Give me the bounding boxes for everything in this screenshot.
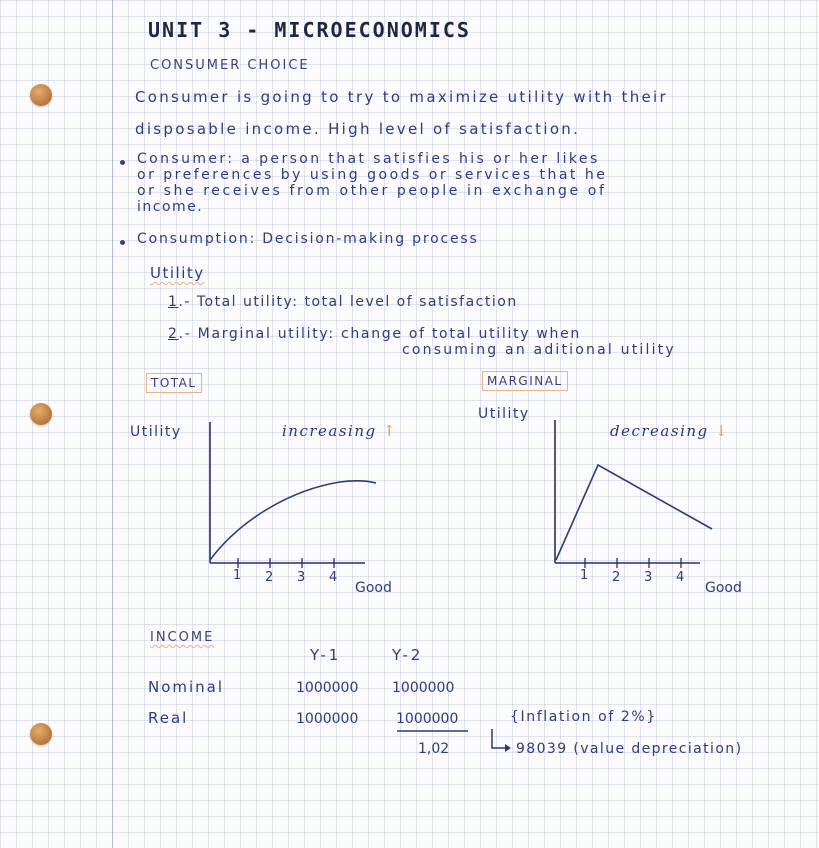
income-col-y1: Y-1 [310, 646, 342, 664]
marginal-y-label: Utility [478, 406, 530, 422]
page-title: UNIT 3 - MICROECONOMICS [148, 18, 471, 42]
consumer-def-line-2: or preferences by using goods or services that he [137, 167, 608, 183]
intro-line-1: Consumer is going to try to maximize utility with their [135, 88, 668, 106]
total-tick-2: 2 [265, 570, 275, 585]
intro-line-2: disposable income. High level of satisfaction. [135, 120, 581, 138]
marginal-utility-graph [555, 420, 712, 568]
total-box-label: TOTAL [146, 373, 202, 393]
real-divisor: 1,02 [418, 741, 450, 757]
total-utility-curve [210, 481, 376, 560]
income-col-y2: Y-2 [392, 646, 424, 664]
real-result: 98039 (value depreciation) [516, 741, 743, 757]
item-text: .- Total utility: total level of satisfaction [178, 294, 518, 310]
trend-text: decreasing [610, 422, 709, 440]
marginal-utility-curve [556, 465, 712, 560]
income-heading: INCOME [150, 630, 215, 645]
trend-text: increasing [282, 422, 377, 440]
consumer-def-line-1: Consumer: a person that satisfies his or her likes [137, 151, 600, 167]
marginal-tick-2: 2 [612, 570, 622, 585]
marginal-box-label: MARGINAL [482, 371, 568, 391]
marginal-tick-1: 1 [580, 568, 590, 583]
section-heading: CONSUMER CHOICE [150, 58, 310, 73]
utility-heading: Utility [150, 264, 205, 282]
item-number: 1 [168, 294, 179, 310]
inflation-note: {Inflation of 2%} [510, 709, 657, 725]
utility-item-2-cont: consuming an aditional utility [402, 342, 676, 358]
consumer-def-line-4: income. [137, 199, 204, 215]
consumption-def: Consumption: Decision-making process [137, 231, 479, 247]
arrow-up-icon: ↑ [382, 422, 397, 440]
total-x-label: Good [355, 580, 392, 596]
income-row-nominal: Nominal [148, 678, 225, 696]
total-utility-graph [210, 422, 376, 568]
income-row-real: Real [148, 709, 189, 727]
real-y1-value: 1000000 [296, 711, 359, 727]
total-tick-4: 4 [329, 570, 339, 585]
item-number: 2 [168, 326, 179, 342]
total-tick-3: 3 [297, 570, 307, 585]
total-y-label: Utility [130, 424, 182, 440]
nominal-y2-value: 1000000 [392, 680, 455, 696]
consumer-def-line-3: or she receives from other people in exchange of [137, 183, 607, 199]
total-tick-1: 1 [233, 568, 243, 583]
nominal-y1-value: 1000000 [296, 680, 359, 696]
marginal-tick-3: 3 [644, 570, 654, 585]
arrow-down-icon: ↓ [714, 422, 729, 440]
marginal-x-label: Good [705, 580, 742, 596]
marginal-tick-4: 4 [676, 570, 686, 585]
item-text: .- Marginal utility: change of total utility when [178, 326, 581, 342]
arrow-head-icon [505, 744, 511, 752]
real-y2-value: 1000000 [396, 711, 459, 727]
